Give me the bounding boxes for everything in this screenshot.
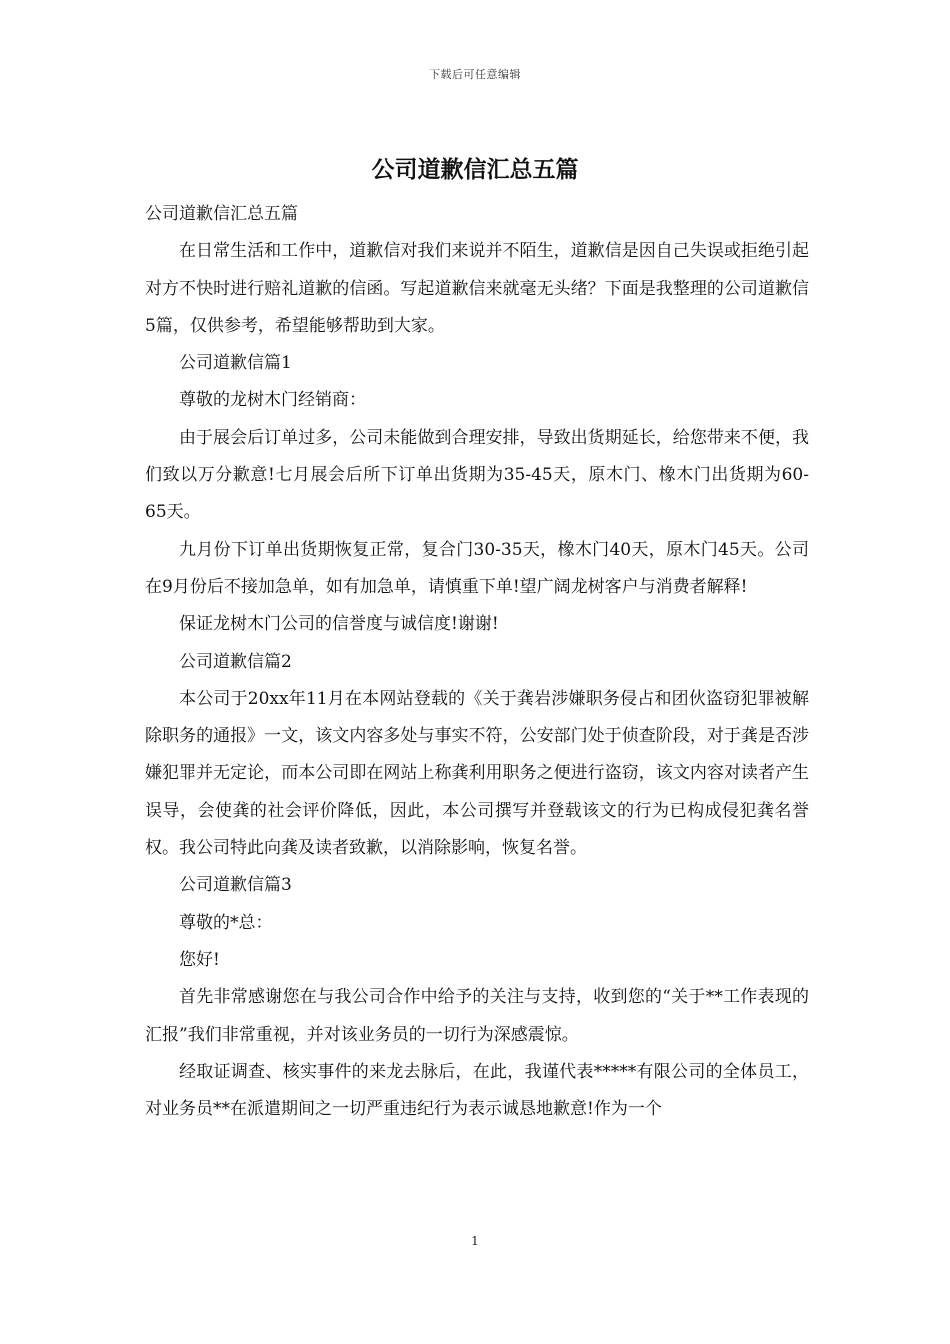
salutation-paragraph-1: 尊敬的龙树木门经销商： bbox=[179, 390, 366, 411]
body-paragraph: 九月份下订单出货期恢复正常，复合门30-35天，橡木门40天，原木门45天。公司在9月份后不接加急单，如有加急单，请慎重下单!望广阔龙树客户与消费者解释! bbox=[145, 539, 809, 597]
body-paragraph: 首先非常感谢您在与我公司合作中给予的关注与支持，收到您的“关于**工作表现的汇报”我们非常重视，并对该业务员的一切行为深感震惊。 bbox=[145, 987, 809, 1045]
body-paragraph: 保证龙树木门公司的信誉度与诚信度!谢谢! bbox=[179, 614, 499, 635]
document-title: 公司道歉信汇总五篇 bbox=[371, 156, 579, 183]
body-paragraph: 本公司于20xx年11月在本网站登载的《关于龚岩涉嫌职务侵占和团伙盗窃犯罪被解除职务的通报》一文，该文内容多处与事实不符，公安部门处于侦查阶段，对于龚是否涉嫌犯罪并无定论，而本公司即在网站上称龚利用职务之便进行盗窃，该文内容对读者产生误导，会使龚的社会评价降低，因此，本公司撰写并登载该文的行为已构成侵犯龚名誉权。我公司特此向龚及读者致歉，以消除影响，恢复名誉。 bbox=[145, 688, 809, 859]
page-number: 1 bbox=[471, 1234, 479, 1248]
section-heading-2: 公司道歉信篇2 bbox=[179, 651, 292, 672]
section-heading-1: 公司道歉信篇1 bbox=[179, 353, 292, 374]
document-body bbox=[145, 196, 809, 1128]
salutation-paragraph-3: 尊敬的*总： bbox=[179, 912, 273, 933]
body-paragraph: 由于展会后订单过多，公司未能做到合理安排，导致出货期延长，给您带来不便，我们致以万分歉意!七月展会后所下订单出货期为35-45天，原木门、橡木门出货期为60-65天。 bbox=[145, 427, 809, 523]
intro-paragraph: 在日常生活和工作中，道歉信对我们来说并不陌生，道歉信是因自己失误或拒绝引起对方不快时进行赔礼道歉的信函。写起道歉信来就毫无头绪？下面是我整理的公司道歉信5篇，仅供参考，希望能够帮助到大家。 bbox=[145, 241, 809, 336]
section-heading-3: 公司道歉信篇3 bbox=[179, 875, 292, 896]
greeting-paragraph: 您好! bbox=[179, 949, 220, 970]
subtitle-paragraph: 公司道歉信汇总五篇 bbox=[145, 204, 298, 224]
page-header-note: 下载后可任意编辑 bbox=[429, 68, 521, 81]
body-paragraph: 经取证调查、核实事件的来龙去脉后，在此，我谨代表*****有限公司的全体员工，对业务员**在派遣期间之一切严重违纪行为表示诚恳地歉意!作为一个 bbox=[145, 1061, 809, 1120]
